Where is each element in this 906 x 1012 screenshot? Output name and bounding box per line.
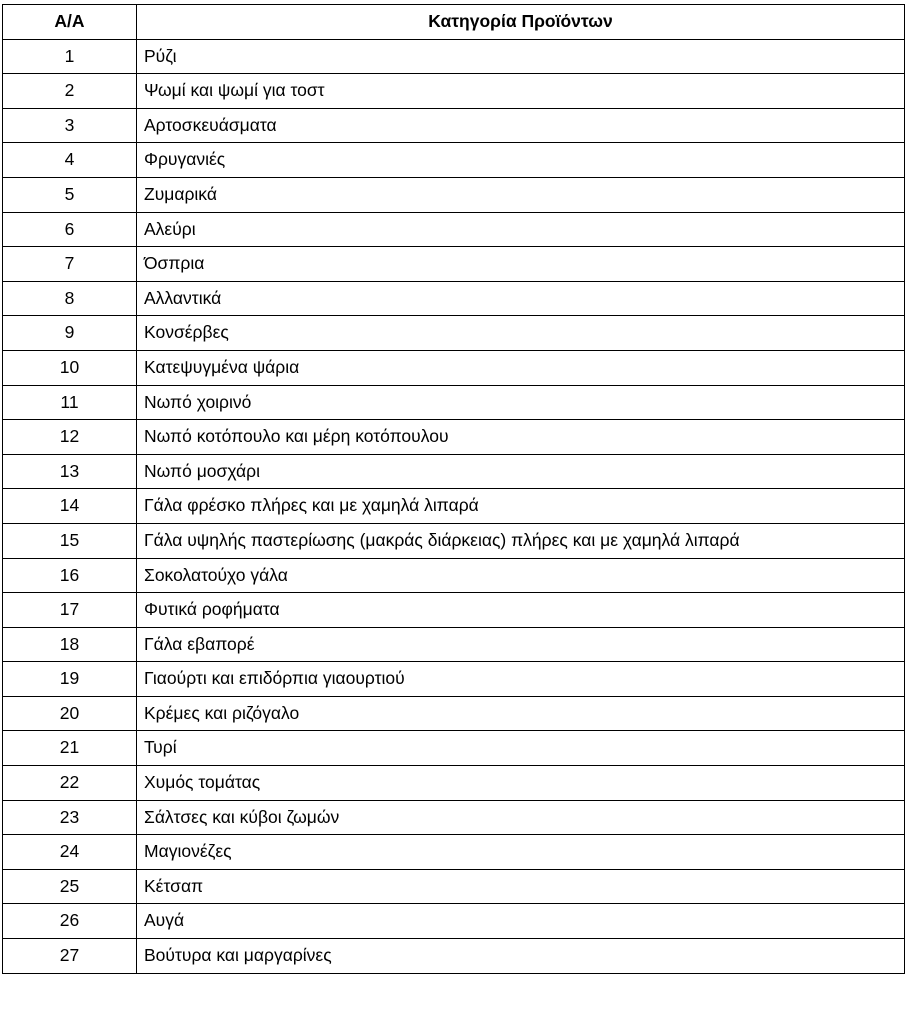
table-row: [3, 731, 905, 766]
category-name-cell: Νωπό μοσχάρι: [137, 454, 905, 489]
category-name-cell: Γάλα φρέσκο πλήρες και με χαμηλά λιπαρά: [137, 489, 905, 524]
table-row: [3, 281, 905, 316]
table-row: [3, 316, 905, 351]
column-header-number: Α/Α: [3, 5, 137, 40]
row-number-cell: 23: [3, 800, 137, 835]
table-header-row: [3, 5, 905, 40]
table-row: [3, 662, 905, 697]
table-row: [3, 904, 905, 939]
row-number-cell: 27: [3, 939, 137, 974]
category-name-cell: Κρέμες και ριζόγαλο: [137, 696, 905, 731]
table-row: [3, 350, 905, 385]
row-number-cell: 12: [3, 420, 137, 455]
table-row: [3, 835, 905, 870]
table-row: [3, 39, 905, 74]
category-name-cell: Ζυμαρικά: [137, 177, 905, 212]
category-name-cell: Αλλαντικά: [137, 281, 905, 316]
row-number-cell: 17: [3, 593, 137, 628]
row-number-cell: 15: [3, 523, 137, 558]
category-name-cell: Νωπό κοτόπουλο και μέρη κοτόπουλου: [137, 420, 905, 455]
category-name-cell: Φρυγανιές: [137, 143, 905, 178]
category-name-cell: Βούτυρα και μαργαρίνες: [137, 939, 905, 974]
table-row: [3, 800, 905, 835]
row-number-cell: 20: [3, 696, 137, 731]
row-number-cell: 1: [3, 39, 137, 74]
category-name-cell: Όσπρια: [137, 247, 905, 282]
table-row: [3, 523, 905, 558]
category-name-cell: Κονσέρβες: [137, 316, 905, 351]
table-row: [3, 212, 905, 247]
category-name-cell: Φυτικά ροφήματα: [137, 593, 905, 628]
category-name-cell: Γάλα υψηλής παστερίωσης (μακράς διάρκειας) πλήρες και με χαμηλά λιπαρά: [137, 523, 905, 558]
category-name-cell: Σάλτσες και κύβοι ζωμών: [137, 800, 905, 835]
row-number-cell: 22: [3, 766, 137, 801]
table-row: [3, 74, 905, 109]
row-number-cell: 16: [3, 558, 137, 593]
table-row: [3, 627, 905, 662]
table-row: [3, 420, 905, 455]
table-body: [3, 39, 905, 973]
category-name-cell: Αλεύρι: [137, 212, 905, 247]
row-number-cell: 25: [3, 869, 137, 904]
column-header-category: Κατηγορία Προϊόντων: [137, 5, 905, 40]
table-row: [3, 108, 905, 143]
row-number-cell: 9: [3, 316, 137, 351]
category-name-cell: Γιαούρτι και επιδόρπια γιαουρτιού: [137, 662, 905, 697]
table-row: [3, 247, 905, 282]
category-name-cell: Χυμός τομάτας: [137, 766, 905, 801]
product-category-table: [2, 4, 905, 974]
row-number-cell: 13: [3, 454, 137, 489]
category-name-cell: Κέτσαπ: [137, 869, 905, 904]
category-name-cell: Γάλα εβαπορέ: [137, 627, 905, 662]
category-name-cell: Μαγιονέζες: [137, 835, 905, 870]
table-row: [3, 869, 905, 904]
category-name-cell: Αρτοσκευάσματα: [137, 108, 905, 143]
row-number-cell: 6: [3, 212, 137, 247]
category-name-cell: Σοκολατούχο γάλα: [137, 558, 905, 593]
row-number-cell: 24: [3, 835, 137, 870]
table-row: [3, 454, 905, 489]
row-number-cell: 21: [3, 731, 137, 766]
table-row: [3, 558, 905, 593]
category-name-cell: Ψωμί και ψωμί για τοστ: [137, 74, 905, 109]
table-row: [3, 593, 905, 628]
row-number-cell: 18: [3, 627, 137, 662]
table-row: [3, 766, 905, 801]
table-row: [3, 177, 905, 212]
row-number-cell: 5: [3, 177, 137, 212]
row-number-cell: 10: [3, 350, 137, 385]
row-number-cell: 2: [3, 74, 137, 109]
row-number-cell: 8: [3, 281, 137, 316]
category-name-cell: Τυρί: [137, 731, 905, 766]
row-number-cell: 3: [3, 108, 137, 143]
category-name-cell: Ρύζι: [137, 39, 905, 74]
category-name-cell: Κατεψυγμένα ψάρια: [137, 350, 905, 385]
row-number-cell: 4: [3, 143, 137, 178]
category-name-cell: Νωπό χοιρινό: [137, 385, 905, 420]
table-row: [3, 385, 905, 420]
category-name-cell: Αυγά: [137, 904, 905, 939]
table-row: [3, 143, 905, 178]
table-row: [3, 939, 905, 974]
row-number-cell: 7: [3, 247, 137, 282]
row-number-cell: 11: [3, 385, 137, 420]
row-number-cell: 26: [3, 904, 137, 939]
table-row: [3, 696, 905, 731]
table-row: [3, 489, 905, 524]
row-number-cell: 19: [3, 662, 137, 697]
row-number-cell: 14: [3, 489, 137, 524]
